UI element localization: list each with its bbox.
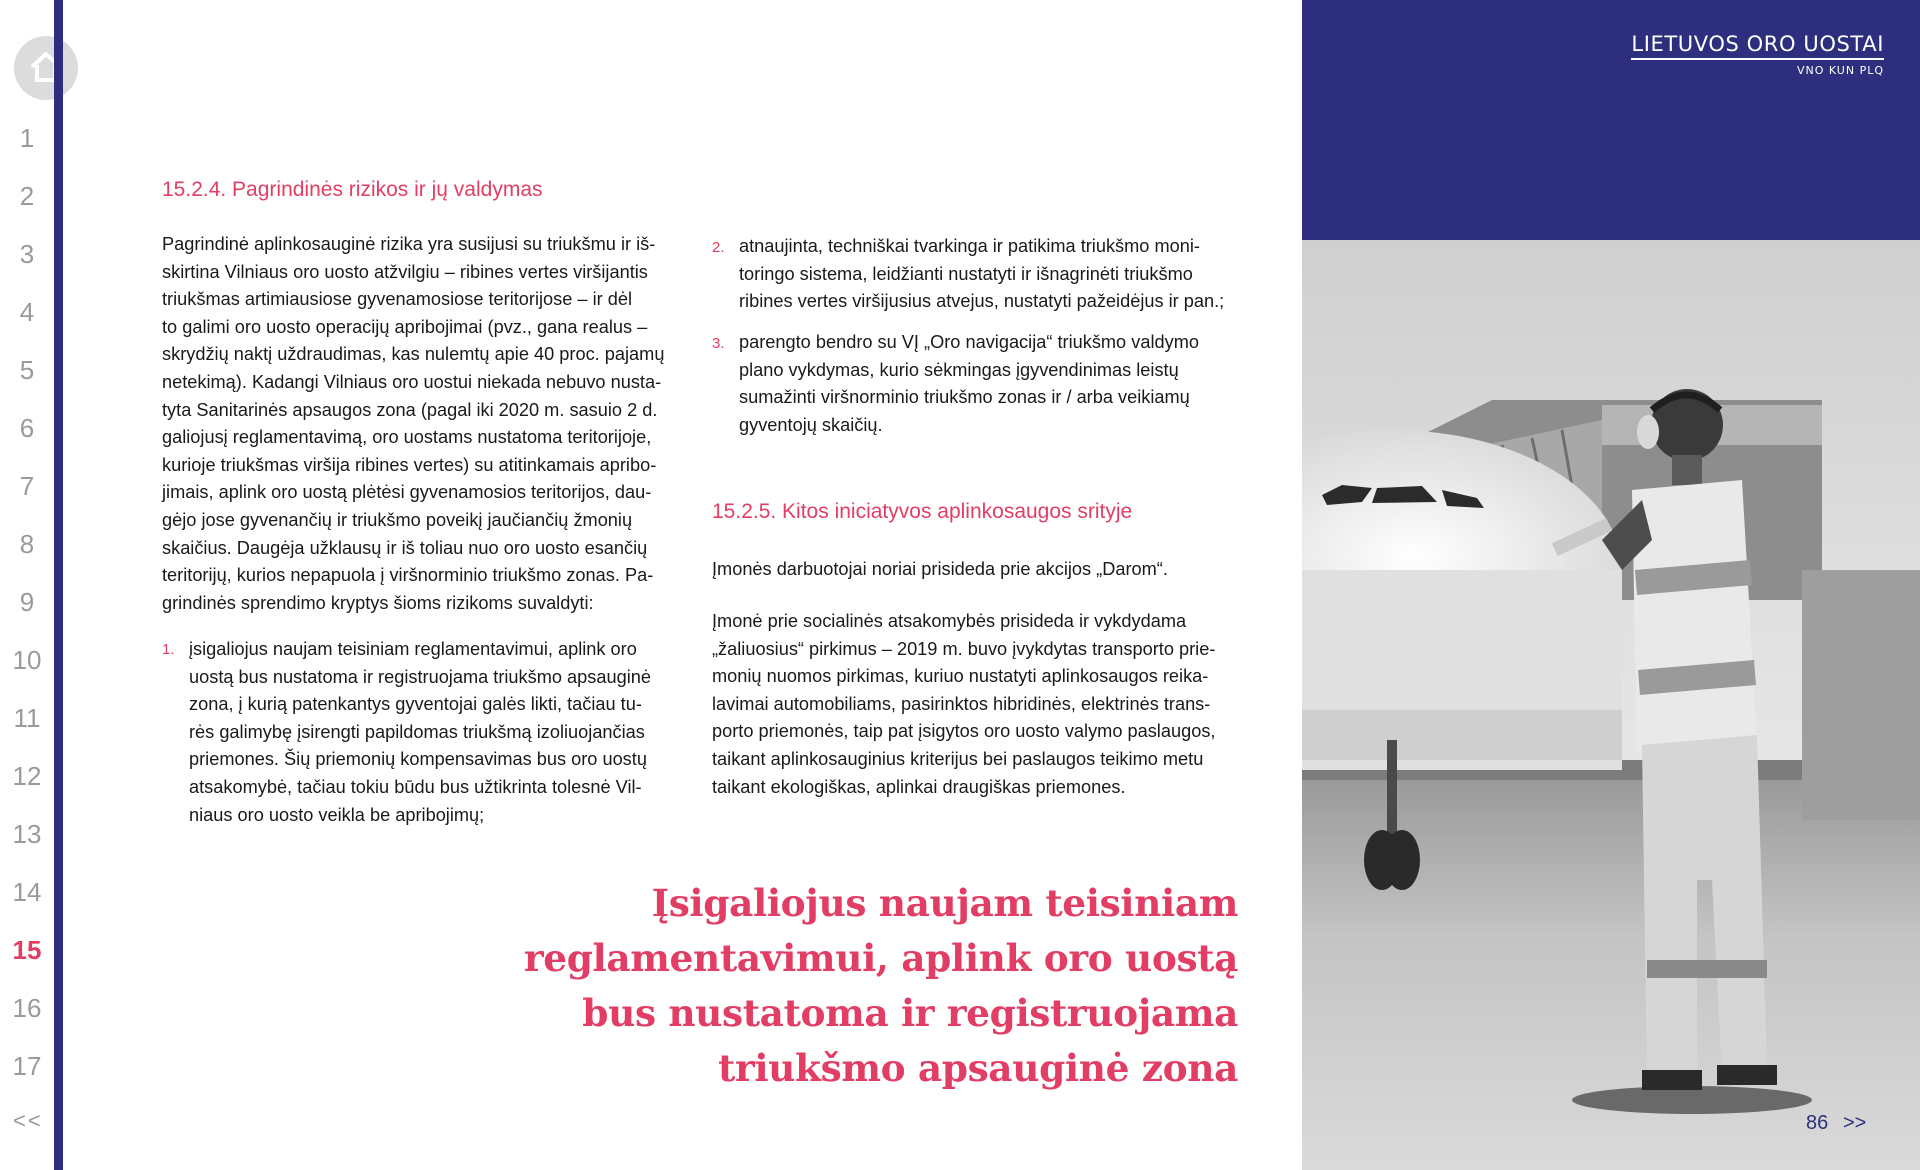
- chapter-link-12[interactable]: 12: [12, 761, 42, 791]
- list-line: rės galimybę įsirengti papildomas triukšmą izoliuojančias: [189, 721, 645, 742]
- chapter-link-10[interactable]: 10: [12, 645, 42, 675]
- chapter-link-7[interactable]: 7: [19, 471, 35, 501]
- paragraph-line: lavimai automobiliams, pasirinktos hibridinės, elektrinės trans-: [712, 693, 1211, 714]
- page-navigation: [0, 0, 54, 1170]
- page-number: 86: [1806, 1112, 1829, 1134]
- list-line: įsigaliojus naujam teisiniam reglamentavimui, aplink oro: [189, 639, 637, 659]
- chapter-link-16[interactable]: 16: [12, 993, 42, 1023]
- list-line: plano vykdymas, kurio sėkmingas įgyvendinimas leistų: [739, 359, 1179, 380]
- paragraph-line: taikant ekologiškas, aplinkai draugiškas priemones.: [712, 776, 1126, 797]
- chapter-link-13[interactable]: 13: [12, 819, 42, 849]
- paragraph-line: porto priemonės, taip pat įsigytos oro uosto valymo paslaugos,: [712, 721, 1216, 742]
- nav-divider-bar: [54, 0, 63, 1170]
- list-number: 2.: [712, 239, 725, 256]
- quote-line: triukšmo apsauginė zona: [718, 1046, 1238, 1090]
- paragraph-line: Pagrindinė aplinkosauginė rizika yra susijusi su triukšmu ir iš-: [162, 234, 656, 254]
- paragraph-line: gėjo jose gyvenančių ir triukšmo poveikį jaučiančių žmonių: [162, 509, 633, 530]
- quote-line: reglamentavimui, aplink oro uostą: [523, 936, 1238, 980]
- list-line: gyventojų skaičių.: [739, 414, 883, 435]
- list-line: uostą bus nustatoma ir registruojama triukšmo apsauginė: [189, 666, 651, 687]
- home-button[interactable]: [14, 36, 78, 100]
- risk-paragraph: [162, 231, 689, 617]
- company-logo: [1631, 32, 1884, 77]
- paragraph-line: kurioje triukšmas viršija ribines vertes) su atitinkamais apribo-: [162, 454, 657, 475]
- paragraph-line: galiojusį reglamentavimą, oro uostams nustatoma teritorijoje,: [162, 427, 652, 448]
- list-number: 1.: [162, 641, 175, 658]
- list-item-1: [189, 636, 689, 829]
- list-line: atnaujinta, techniškai tvarkinga ir patikima triukšmo moni-: [739, 236, 1200, 256]
- chapter-link-6[interactable]: 6: [19, 413, 35, 443]
- list-line: priemones. Šių priemonių kompensavimas bus oro uostų: [189, 749, 647, 770]
- list-line: sumažinti viršnorminio triukšmo zonas ir / arba veikiamų: [739, 387, 1190, 408]
- paragraph-line: to galimi oro uosto operacijų apribojimai (pvz., gana realus –: [162, 316, 648, 337]
- paragraph-line: grindinės sprendimo kryptys šioms rizikoms suvaldyti:: [162, 592, 594, 613]
- next-page-button[interactable]: >>: [1843, 1112, 1867, 1134]
- list-item-3: [739, 329, 1239, 439]
- brand-header-panel: [1302, 0, 1920, 240]
- paragraph-line: triukšmas artimiausiose gyvenamosiose teritorijose – ir dėl: [162, 289, 633, 310]
- airport-worker-photo: [1302, 240, 1920, 1170]
- paragraph-line: „žaliuosius“ pirkimus – 2019 m. buvo įvykdytas transporto prie-: [712, 638, 1216, 659]
- chapter-link-4[interactable]: 4: [19, 297, 35, 327]
- list-item-2: [739, 233, 1239, 316]
- chapter-list: [0, 115, 54, 1101]
- list-number: 3.: [712, 335, 725, 352]
- chapter-link-2[interactable]: 2: [19, 181, 35, 211]
- paragraph-line: teritorijų, kurios nepapuola į viršnorminio triukšmo zonas. Pa-: [162, 565, 654, 586]
- darom-paragraph: Įmonės darbuotojai noriai prisideda prie akcijos „Darom“.: [712, 559, 1168, 579]
- quote-line: bus nustatoma ir registruojama: [582, 991, 1238, 1035]
- pull-quote: [520, 876, 1238, 1096]
- logo-title: LIETUVOS ORO UOSTAI: [1631, 32, 1884, 60]
- list-line: atsakomybė, tačiau tokiu būdu bus užtikrinta tolesnė Vil-: [189, 776, 642, 797]
- chapter-link-8[interactable]: 8: [19, 529, 35, 559]
- list-line: niaus oro uosto veikla be apribojimų;: [189, 804, 485, 825]
- chapter-link-5[interactable]: 5: [19, 355, 35, 385]
- paragraph-line: Įmonė prie socialinės atsakomybės prisideda ir vykdydama: [712, 611, 1187, 631]
- chapter-link-9[interactable]: 9: [19, 587, 35, 617]
- photo-illustration: [1302, 240, 1920, 1170]
- paragraph-line: jimais, aplink oro uostą plėtėsi gyvenamosios teritorijos, dau-: [162, 482, 652, 503]
- chapter-link-17[interactable]: 17: [12, 1051, 42, 1081]
- chapter-link-1[interactable]: 1: [19, 123, 35, 153]
- chapter-link-15[interactable]: 15: [12, 935, 42, 965]
- list-line: ribines vertes viršijusius atvejus, nustatyti pažeidėjus ir pan.;: [739, 291, 1225, 312]
- paragraph-line: skrydžių naktį uždraudimas, kas nulemtų apie 40 proc. pajamų: [162, 344, 665, 365]
- list-line: zona, į kurią patenkantys gyventojai galės likti, tačiau tu-: [189, 694, 642, 715]
- previous-page-button[interactable]: <<: [13, 1108, 43, 1133]
- green-procurement-paragraph: [712, 608, 1239, 801]
- logo-subtitle: VNO KUN PLQ: [1796, 64, 1884, 77]
- paragraph-line: tyta Sanitarinės apsaugos zona (pagal iki 2020 m. sasuio 2 d.: [162, 399, 658, 420]
- paragraph-line: monių nuomos pirkimas, kuriuo nustatyti aplinkosaugos reika-: [712, 666, 1209, 687]
- chapter-link-14[interactable]: 14: [12, 877, 42, 907]
- paragraph-line: skirtina Vilniaus oro uosto atžvilgiu – ribines vertes viršijantis: [162, 261, 648, 282]
- list-line: parengto bendro su VĮ „Oro navigacija“ triukšmo valdymo: [739, 332, 1199, 352]
- section-heading-15-2-4: 15.2.4. Pagrindinės rizikos ir jų valdymas: [162, 178, 543, 201]
- chapter-link-11[interactable]: 11: [13, 703, 41, 733]
- section-heading-15-2-5: 15.2.5. Kitos iniciatyvos aplinkosaugos srityje: [712, 500, 1133, 523]
- paragraph-line: skaičius. Daugėja užklausų ir iš toliau nuo oro uosto esančių: [162, 537, 648, 558]
- paragraph-line: netekimą). Kadangi Vilniaus oro uostui niekada nebuvo nusta-: [162, 371, 662, 392]
- list-line: toringo sistema, leidžianti nustatyti ir išnagrinėti triukšmo: [739, 263, 1193, 284]
- quote-line: Įsigaliojus naujam teisiniam: [651, 881, 1238, 925]
- paragraph-line: taikant aplinkosauginius kriterijus bei paslaugos teikimo metu: [712, 748, 1204, 769]
- chapter-link-3[interactable]: 3: [19, 239, 35, 269]
